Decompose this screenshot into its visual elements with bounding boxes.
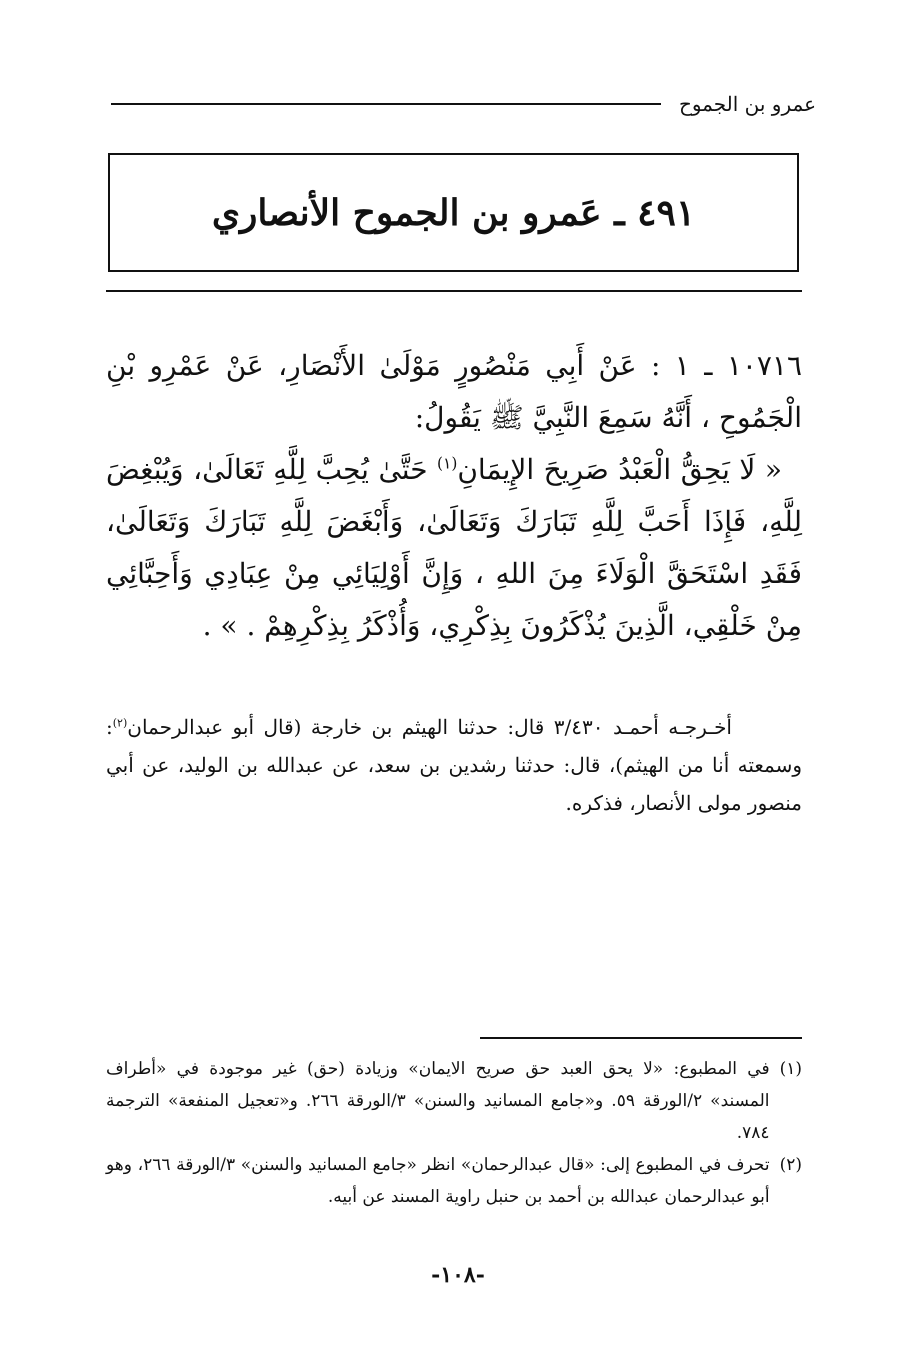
footnote-divider — [480, 1037, 802, 1039]
hadith-matn-rest: حَتَّىٰ يُحِبَّ لِلَّهِ تَعَالَىٰ، وَيُبْغِضَ لِلَّهِ، فَإِذَا أَحَبَّ لِلَّهِ تَبَارَكَ وَتَعَالَىٰ، وَأَبْغَضَ لِلَّهِ تَبَارَكَ وَتَعَالَىٰ، فَقَدِ اسْتَحَقَّ الْوَلَاءَ مِنَ اللهِ ، وَإِنَّ أَوْلِيَائِي مِنْ عِبَادِي وَأَحِبَّائِي مِنْ خَلْقِي، الَّذِينَ يُذْكَرُونَ بِذِكْرِي، وَأُذْكَرُ بِذِكْرِهِمْ . » . — [106, 453, 802, 642]
chapter-title-box — [108, 153, 799, 272]
running-header — [111, 92, 816, 116]
footnote-text: تحرف في المطبوع إلى: «قال عبدالرحمان» انظر «جامع المسانيد والسنن» ٣/الورقة ٢٦٦، وهو أبو عبدالرحمان عبدالله بن أحمد بن حنبل راوية المسند عن أبيه. — [106, 1155, 770, 1207]
footnote-ref-1: (١) — [437, 454, 458, 473]
takhrij-paragraph — [106, 708, 802, 822]
running-header-rule — [111, 103, 661, 105]
takhrij-part-2: : وسمعته أنا من الهيثم)، قال: حدثنا رشدين بن سعد، عن عبدالله بن الوليد، عن أبي منصور مولى الأنصار، فذكره. — [106, 715, 802, 815]
page-number: -١٠٨- — [431, 1262, 485, 1288]
footnote-text: في المطبوع: «لا يحق العبد حق صريح الايمان» وزيادة (حق) غير موجودة في «أطراف المسند» ٢/الورقة ٥٩. و«جامع المسانيد والسنن» ٣/الورقة ٢٦٦. و«تعجيل المنفعة» الترجمة ٧٨٤. — [106, 1059, 770, 1143]
running-header-title: عمرو بن الجموح — [678, 92, 816, 116]
footnote-marker: (٢) — [779, 1155, 802, 1175]
footnotes — [106, 1053, 802, 1213]
footnote-marker: (١) — [779, 1059, 802, 1079]
hadith-isnad: ١٠٧١٦ ـ ١ : عَنْ أَبِي مَنْصُورٍ مَوْلَىٰ الأَنْصَارِ، عَنْ عَمْرِو بْنِ الْجَمُوحِ ، أَنَّهُ سَمِعَ النَّبِيَّ ﷺ يَقُولُ: — [106, 349, 803, 434]
footnote-2 — [106, 1149, 802, 1213]
title-divider — [106, 290, 802, 292]
hadith-matn — [106, 444, 802, 652]
chapter-title: ٤٩١ ـ عَمرو بن الجموح الأنصاري — [211, 191, 696, 234]
hadith-matn-start: « لَا يَحِقُّ الْعَبْدُ صَرِيحَ الإِيمَانِ — [457, 453, 782, 486]
footnote-ref-2: (٢) — [112, 716, 128, 730]
hadith-text — [106, 340, 802, 652]
footnote-1 — [106, 1053, 802, 1149]
takhrij-part-1: أخـرجـه أحمـد ٣/٤٣٠ قال: حدثنا الهيثم بن خارجة (قال أبو عبدالرحمان — [127, 715, 732, 739]
